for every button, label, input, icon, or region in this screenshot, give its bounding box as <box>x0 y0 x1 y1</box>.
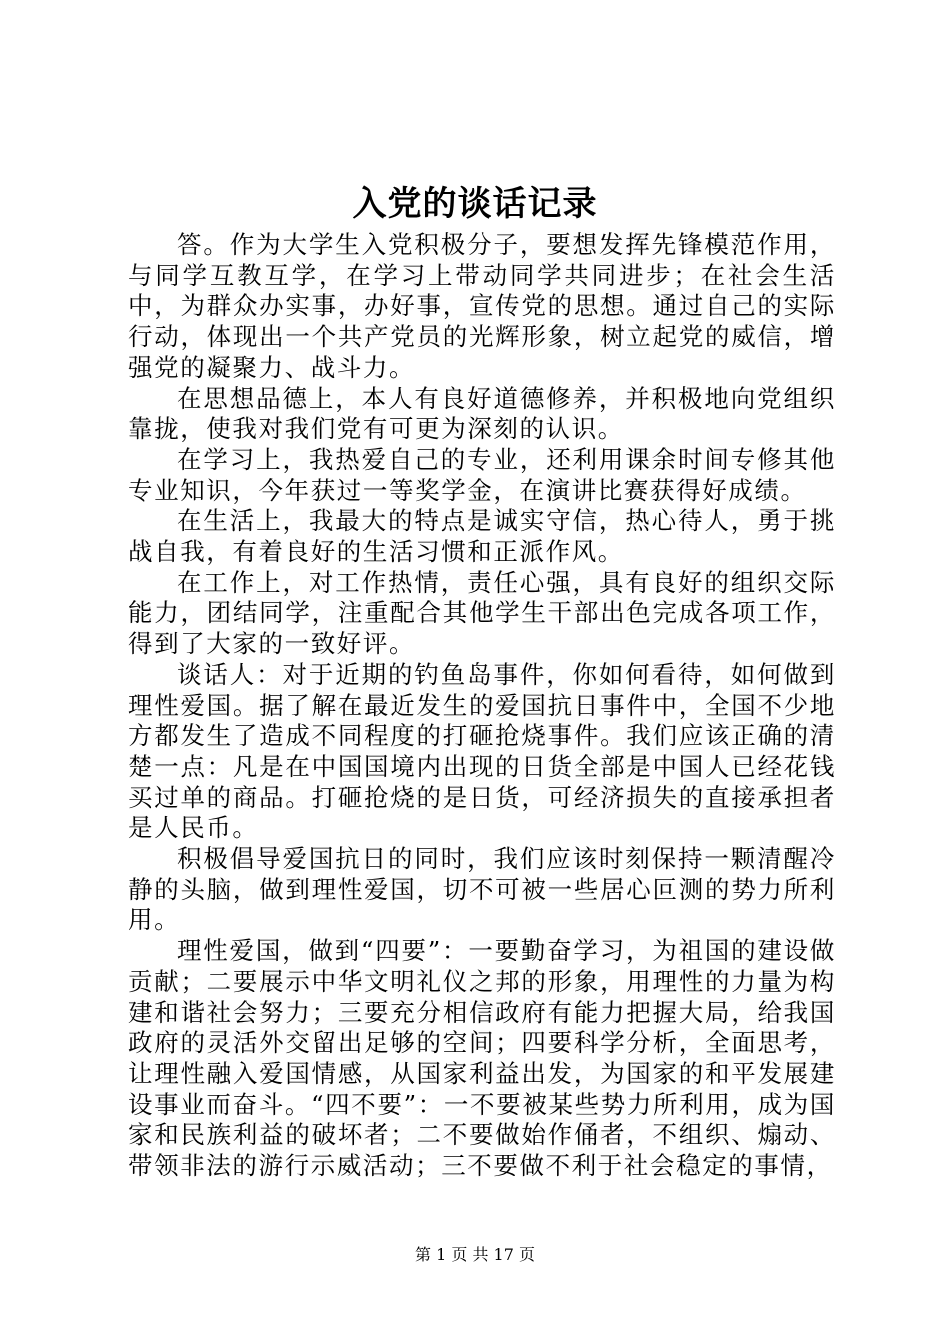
paragraph: 在思想品德上，本人有良好道德修养，并积极地向党组织靠拢，使我对我们党有可更为深刻的认识。 <box>128 383 836 444</box>
paragraph: 答。作为大学生入党积极分子，要想发挥先锋模范作用，与同学互教互学，在学习上带动同学共同进步；在社会生活中，为群众办实事，办好事，宣传党的思想。通过自己的实际行动，体现出一个共产党员的光辉形象，树立起党的威信，增强党的凝聚力、战斗力。 <box>128 230 836 382</box>
document-title: 入党的谈话记录 <box>352 184 598 224</box>
paragraph: 谈话人：对于近期的钓鱼岛事件，你如何看待，如何做到理性爱国。据了解在最近发生的爱国抗日事件中，全国不少地方都发生了造成不同程度的打砸抢烧事件。我们应该正确的清楚一点：凡是在中国国境内出现的日货全部是中国人已经花钱买过单的商品。打砸抢烧的是日货，可经济损失的直接承担者是人民币。 <box>128 659 836 843</box>
page-number-footer: 第 1 页 共 17 页 <box>415 1245 535 1264</box>
paragraph: 在工作上，对工作热情，责任心强，具有良好的组织交际能力，团结同学，注重配合其他学生干部出色完成各项工作，得到了大家的一致好评。 <box>128 567 836 659</box>
paragraph: 在生活上，我最大的特点是诚实守信，热心待人，勇于挑战自我，有着良好的生活习惯和正派作风。 <box>128 506 836 567</box>
document-body <box>128 230 836 1182</box>
paragraph: 积极倡导爱国抗日的同时，我们应该时刻保持一颗清醒冷静的头脑，做到理性爱国，切不可被一些居心叵测的势力所利用。 <box>128 844 836 935</box>
paragraph: 理性爱国，做到“四要”：一要勤奋学习，为祖国的建设做贡献；二要展示中华文明礼仪之邦的形象，用理性的力量为构建和谐社会努力；三要充分相信政府有能力把握大局，给我国政府的灵活外交留出足够的空间；四要科学分析，全面思考，让理性融入爱国情感，从国家利益出发，为国家的和平发展建设事业而奋斗。“四不要”：一不要被某些势力所利用，成为国家和民族利益的破坏者；二不要做始作俑者，不组织、煽动、带领非法的游行示威活动；三不要做不利于社会稳定的事情， <box>128 936 836 1181</box>
paragraph: 在学习上，我热爱自己的专业，还利用课余时间专修其他专业知识，今年获过一等奖学金，在演讲比赛获得好成绩。 <box>128 444 836 505</box>
